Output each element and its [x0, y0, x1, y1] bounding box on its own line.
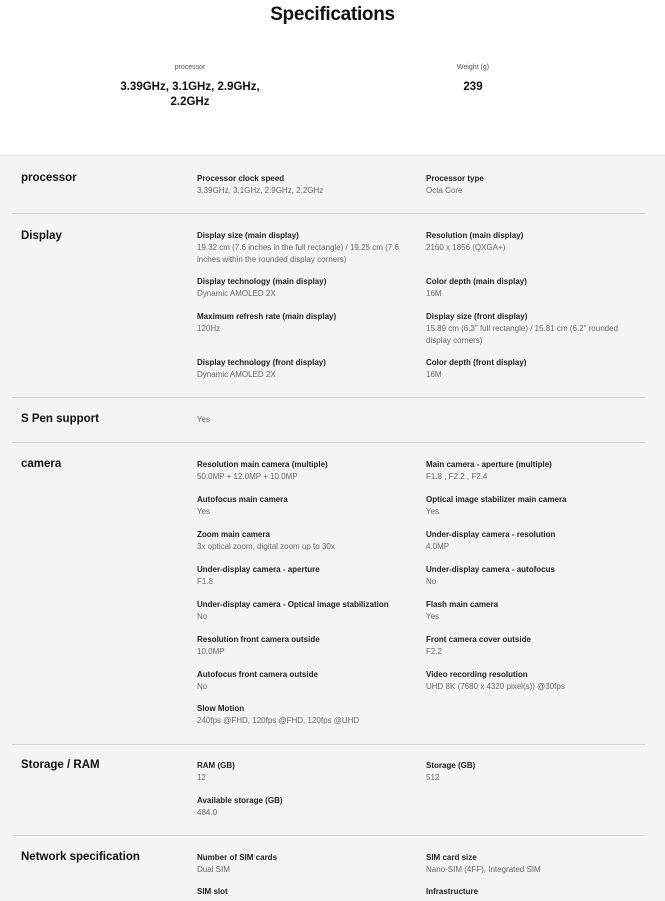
spec-label: Zoom main camera	[197, 530, 270, 539]
spec-value: UHD 8K (7680 x 4320 pixel(s)) @30fps	[426, 682, 565, 691]
spec-label: SIM slot	[197, 887, 228, 896]
spec-value: 19.32 cm (7.6 inches in the full rectangle) / 19.25 cm (7.6 inches within the rounded display corners)	[197, 243, 399, 264]
spec-item	[426, 886, 641, 898]
spec-item	[426, 599, 641, 623]
section-divider	[12, 397, 645, 398]
spec-value: F1.8 , F2.2 , F2.4	[426, 472, 488, 481]
section-title-network: Network specification	[21, 851, 140, 863]
spec-label: Storage (GB)	[426, 761, 476, 770]
spec-value: Nano-SIM (4FF), Integrated SIM	[426, 865, 541, 874]
spec-value: Dual SIM	[197, 865, 230, 874]
spec-value: 512	[426, 773, 440, 782]
spec-item	[197, 760, 412, 784]
spec-value: F2.2	[426, 647, 443, 656]
spec-label: Infrastructure	[426, 887, 479, 896]
header-area	[0, 0, 665, 155]
spec-value: Octa Core	[426, 186, 463, 195]
spec-value: Yes	[197, 507, 211, 516]
spec-item	[426, 852, 641, 876]
spec-item	[197, 414, 412, 426]
spec-item	[426, 760, 641, 784]
highlight-label: processor	[174, 64, 206, 71]
spec-label: Under-display camera - autofocus	[426, 565, 555, 574]
spec-label: Flash main camera	[426, 600, 499, 609]
spec-value: 10.0MP	[197, 647, 225, 656]
spec-value: 484.0	[197, 808, 218, 817]
spec-label: Available storage (GB)	[197, 796, 283, 805]
spec-item	[426, 276, 641, 300]
spec-label: Processor type	[426, 174, 484, 183]
spec-label: Main camera - aperture (multiple)	[426, 460, 552, 469]
spec-value: Yes	[426, 612, 440, 621]
spec-item	[197, 852, 412, 876]
spec-item	[197, 276, 412, 300]
spec-label: SIM card size	[426, 853, 477, 862]
spec-value: 240fps @FHD, 120fps @FHD, 120fps @UHD	[197, 716, 360, 725]
spec-label: Slow Motion	[197, 704, 245, 713]
highlight-processor	[110, 64, 270, 110]
highlight-label: Weight (g)	[456, 64, 490, 71]
spec-item	[197, 494, 412, 518]
spec-item	[426, 669, 641, 693]
spec-value: 16M	[426, 370, 442, 379]
spec-item	[197, 669, 412, 693]
spec-value: 120Hz	[197, 324, 221, 333]
spec-label: Autofocus main camera	[197, 495, 288, 504]
spec-value: 12	[197, 773, 206, 782]
spec-label: Display size (front display)	[426, 312, 528, 321]
spec-label: Under-display camera - aperture	[197, 565, 320, 574]
spec-value: No	[426, 577, 437, 586]
section-title-processor: processor	[21, 172, 77, 184]
spec-value: 3.39GHz, 3.1GHz, 2.9GHz, 2.2GHz	[197, 186, 324, 195]
spec-label: Color depth (main display)	[426, 277, 527, 286]
spec-label: Display technology (main display)	[197, 277, 327, 286]
highlight-value: 3.39GHz, 3.1GHz, 2.9GHz, 2.2GHz	[120, 81, 260, 108]
highlight-value: 239	[463, 81, 483, 93]
spec-value: 2160 x 1856 (QXGA+)	[426, 243, 506, 252]
spec-item	[426, 311, 641, 347]
section-title-s-pen: S Pen support	[21, 413, 99, 425]
spec-label: RAM (GB)	[197, 761, 235, 770]
spec-value: 16M	[426, 289, 442, 298]
spec-item	[197, 564, 412, 588]
spec-item	[426, 529, 641, 553]
spec-item	[426, 564, 641, 588]
spec-value: No	[197, 682, 208, 691]
spec-label: Color depth (front display)	[426, 358, 527, 367]
spec-item	[197, 173, 412, 197]
spec-value: 4.0MP	[426, 542, 450, 551]
spec-value: Dynamic AMOLED 2X	[197, 289, 276, 298]
spec-item	[197, 886, 412, 898]
spec-label: Processor clock speed	[197, 174, 285, 183]
spec-label: Maximum refresh rate (main display)	[197, 312, 337, 321]
spec-item	[197, 311, 412, 335]
spec-item	[197, 599, 412, 623]
spec-label: Resolution (main display)	[426, 231, 524, 240]
spec-value: 15.89 cm (6.3" full rectangle) / 15.81 cm (6.2" rounded display corners)	[426, 324, 619, 345]
spec-item	[197, 529, 412, 553]
spec-label: Under-display camera - resolution	[426, 530, 556, 539]
spec-item	[197, 459, 412, 483]
spec-item	[426, 634, 641, 658]
spec-label: Resolution main camera (multiple)	[197, 460, 328, 469]
highlight-weight	[422, 64, 524, 95]
spec-label: Video recording resolution	[426, 670, 528, 679]
spec-table	[0, 155, 665, 901]
spec-value: 3x optical zoom, digital zoom up to 30x	[197, 542, 335, 551]
spec-label: Resolution front camera outside	[197, 635, 320, 644]
spec-label: Front camera cover outside	[426, 635, 531, 644]
spec-item	[426, 357, 641, 381]
spec-item	[426, 173, 641, 197]
spec-value: Dynamic AMOLED 2X	[197, 370, 276, 379]
spec-label: Display technology (front display)	[197, 358, 326, 367]
spec-item	[197, 703, 412, 727]
spec-item	[426, 459, 641, 483]
spec-item	[426, 494, 641, 518]
spec-item	[426, 230, 641, 254]
section-title-display: Display	[21, 230, 62, 242]
spec-label: Autofocus front camera outside	[197, 670, 318, 679]
section-divider	[12, 835, 645, 836]
section-title-storage: Storage / RAM	[21, 759, 100, 771]
section-divider	[12, 213, 645, 214]
spec-item	[197, 634, 412, 658]
spec-value: No	[197, 612, 208, 621]
spec-value: 50.0MP + 12.0MP + 10.0MP	[197, 472, 298, 481]
spec-label: Under-display camera - Optical image stabilization	[197, 600, 389, 609]
section-divider	[12, 744, 645, 745]
spec-item	[197, 230, 412, 266]
spec-value: Yes	[197, 415, 211, 424]
spec-label: Optical image stabilizer main camera	[426, 495, 567, 504]
spec-item	[197, 795, 412, 819]
page-title: Specifications	[270, 4, 395, 25]
spec-value: F1.8	[197, 577, 214, 586]
spec-item	[197, 357, 412, 381]
section-divider	[12, 442, 645, 443]
section-title-camera: camera	[21, 458, 62, 470]
spec-label: Display size (main display)	[197, 231, 299, 240]
spec-value: Yes	[426, 507, 440, 516]
spec-label: Number of SIM cards	[197, 853, 278, 862]
